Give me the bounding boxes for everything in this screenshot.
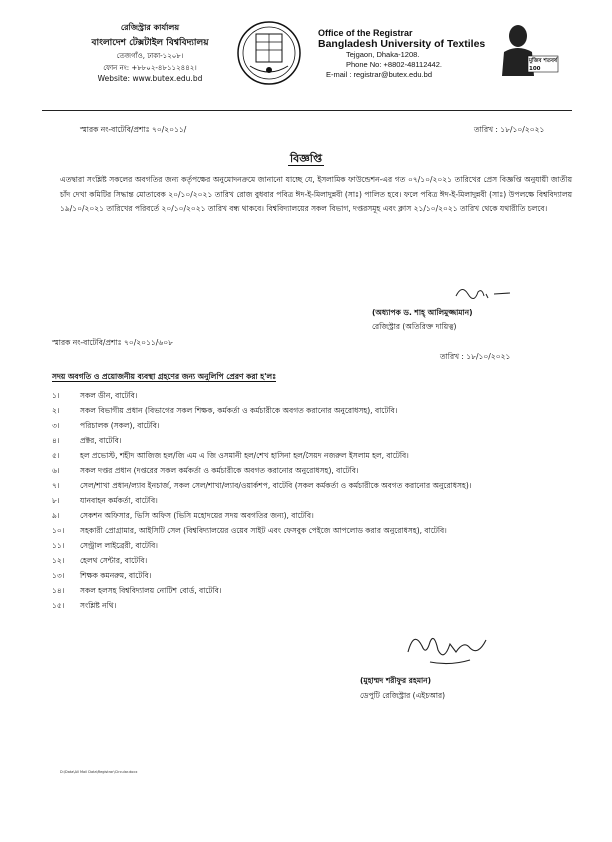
memo-number-2: স্মারক নং-বাটেবি/প্রশাঃ ৭০/২০১১/৬০৮ [52, 338, 173, 347]
office-name-en: Office of the Registrar [318, 28, 413, 38]
list-text: সেকশন অফিসার, ভিসি অফিস (ভিসি মহোদয়ের সদয় অবগতির জন্য), বাটেবি। [80, 511, 314, 520]
mujib-borsho-logo [498, 20, 560, 76]
list-text: সকল দপ্তর প্রধান (দপ্তরের সকল কর্মকর্তা ও কর্মচারীকে অবগত করানোর অনুরোধসহ), বাটেবি। [80, 466, 359, 475]
list-number: ১২। [52, 556, 65, 565]
list-number: ৬। [52, 466, 60, 475]
list-number: ৮। [52, 496, 60, 505]
list-text: শিক্ষক কমনরুম, বাটেবি। [80, 571, 152, 580]
list-item [52, 508, 572, 523]
list-number: ২। [52, 406, 60, 415]
list-text: সকল হলসহ বিশ্ববিদ্যালয় নোটিশ বোর্ড, বাটেবি। [80, 586, 222, 595]
address-en: Tejgaon, Dhaka-1208. [346, 50, 420, 59]
registrar-name: (অধ্যাপক ড. শাহ্ আলিমুজ্জামান) [372, 308, 473, 317]
copy-subject-text: সদয় অবগতি ও প্রয়োজনীয় ব্যবস্থা গ্রহণের জন্য অনুলিপি প্রেরণ করা হ'লঃ [52, 372, 277, 381]
list-item [52, 388, 572, 403]
list-item [52, 598, 572, 613]
memo-number-1: স্মারক নং-বাটেবি/প্রশাঃ ৭০/২০১১/ [80, 125, 187, 134]
list-text: সংশ্লিষ্ট নথি। [80, 601, 117, 610]
list-text: পরিচালক (সকল), বাটেবি। [80, 421, 160, 430]
list-number: ৩। [52, 421, 60, 430]
deputy-registrar-designation: ডেপুটি রেজিস্ট্রার (এইচআর) [360, 691, 446, 700]
list-number: ৯। [52, 511, 60, 520]
header-left-block [70, 22, 230, 83]
list-number: ১১। [52, 541, 65, 550]
list-number: ১৩। [52, 571, 65, 580]
university-name-bn: বাংলাদেশ টেক্সটাইল বিশ্ববিদ্যালয় [91, 38, 209, 48]
list-text: সেল/শাখা প্রধান/ল্যাব ইনচার্জ, সকল সেল/শাখা/ল্যাব/ওয়ার্কশপ, বাটেবি (সকল কর্মকর্তা ও কর্মচারীকে অবগত করানোর অনুরোধসহ)। [80, 481, 472, 490]
list-number: ১০। [52, 526, 65, 535]
list-text: সকল বিভাগীয় প্রধান (বিভাগের সকল শিক্ষক, কর্মকর্তা ও কর্মচারীকে অবগত করানোর অনুরোধসহ), বাটেবি। [80, 406, 398, 415]
university-logo [236, 20, 302, 86]
list-number: ৭। [52, 481, 60, 490]
list-item [52, 553, 572, 568]
list-number: ১। [52, 391, 60, 400]
list-item [52, 403, 572, 418]
list-item [52, 433, 572, 448]
recipient-list [52, 388, 572, 613]
notice-date-2: তারিখ : ১৮/১০/২০২১ [440, 352, 511, 361]
list-text: যানবাহন কর্মকর্তা, বাটেবি। [80, 496, 158, 505]
phone-en: Phone No: +8802-48112442. [346, 60, 442, 69]
website-link[interactable]: Website: www.butex.edu.bd [97, 74, 203, 83]
university-name-en: Bangladesh University of Textiles [318, 38, 486, 50]
list-text: হেলথ সেন্টার, বাটেবি। [80, 556, 148, 565]
address-bn: তেজগাঁও, ঢাকা-১২০৮। [116, 52, 184, 60]
header-right-block [318, 28, 488, 80]
list-item [52, 538, 572, 553]
list-item [52, 418, 572, 433]
list-number: ১৪। [52, 586, 65, 595]
notice-body: এতদ্বারা সংশ্লিষ্ট সকলের অবগতির জন্য কর্তৃপক্ষের অনুমোদনক্রমে জানানো যাচ্ছে যে, ইসলামিক ফাউন্ডেশন-এর গত ০৭/১০/২০২১ তারিখের প্রেস বিজ্ঞপ্তি অনুযায়ী জাতীয় চাঁদ দেখা কমিটির সিদ্ধান্ত মোতাবেক ২০/১০/২০২১ তারিখ রোজ বুধবার পবিত্র ঈদ-ই-মিলাদুন্নবী (সাঃ) পালিত হবে। ফলে পবিত্র ঈদ-ই-মিলাদুন্নবী (সাঃ) উপলক্ষে বিশ্ববিদ্যালয় ১৯/১০/২০২১ তারিখের পরিবর্তে ২০/১০/২০২১ তারিখ বন্ধ থাকবে। বিশ্ববিদ্যালয়ের সকল বিভাগ, দপ্তরসমূহ এবং ক্লাস ২১/১০/২০২১ তারিখ থেকে যথারীতি চলবে। [60, 175, 572, 213]
list-number: ১৫। [52, 601, 65, 610]
office-name-bn: রেজিস্ট্রার কার্যালয় [120, 23, 180, 32]
list-item [52, 478, 572, 493]
notice-date-1: তারিখ : ১৮/১০/২০২১ [474, 125, 545, 134]
phone-bn: ফোন নং: +৮৮০২-৪৮১১২৪৪২। [103, 64, 197, 72]
list-item [52, 463, 572, 478]
notice-title-text: বিজ্ঞপ্তি [290, 152, 322, 165]
list-number: ৫। [52, 451, 60, 460]
header-divider [42, 110, 572, 111]
mujib-logo-caption: মুজিব শতবর্ষ 100 [529, 58, 557, 72]
file-path-footer: D:\Data\All Mail Data\Registrar\Circular.docx [60, 770, 138, 774]
list-item [52, 448, 572, 463]
list-item [52, 583, 572, 598]
list-number: ৪। [52, 436, 60, 445]
signature-deputy-registrar [400, 622, 500, 678]
list-item [52, 493, 572, 508]
list-text: প্রক্টর, বাটেবি। [80, 436, 122, 445]
deputy-registrar-name: (মুহাম্মদ শরীফুর রহমান) [360, 676, 432, 685]
list-text: সেন্ট্রাল লাইব্রেরী, বাটেবি। [80, 541, 158, 550]
registrar-designation: রেজিস্ট্রার (অতিরিক্ত দায়িত্ব) [372, 322, 457, 331]
list-item [52, 568, 572, 583]
list-text: সহকারী প্রোগ্রামার, আইসিটি সেল (বিশ্ববিদ্যালয়ের ওয়েব সাইট এবং ফেসবুক পেইজে আপলোড করার অনুরোধসহ), বাটেবি। [80, 526, 447, 535]
list-item [52, 523, 572, 538]
signature-registrar [452, 282, 512, 310]
notice-title [0, 150, 612, 169]
list-text: সকল ডীন, বাটেবি। [80, 391, 138, 400]
email-en[interactable]: E-mail : registrar@butex.edu.bd [326, 70, 432, 79]
list-text: হল প্রভোস্ট, শহীদ আজিজ হল/জি এম এ জি ওসমানী হল/শেখ হাসিনা হল/সৈয়দ নজরুল ইসলাম হল, বাটেবি। [80, 451, 409, 460]
copy-subject [52, 372, 276, 384]
